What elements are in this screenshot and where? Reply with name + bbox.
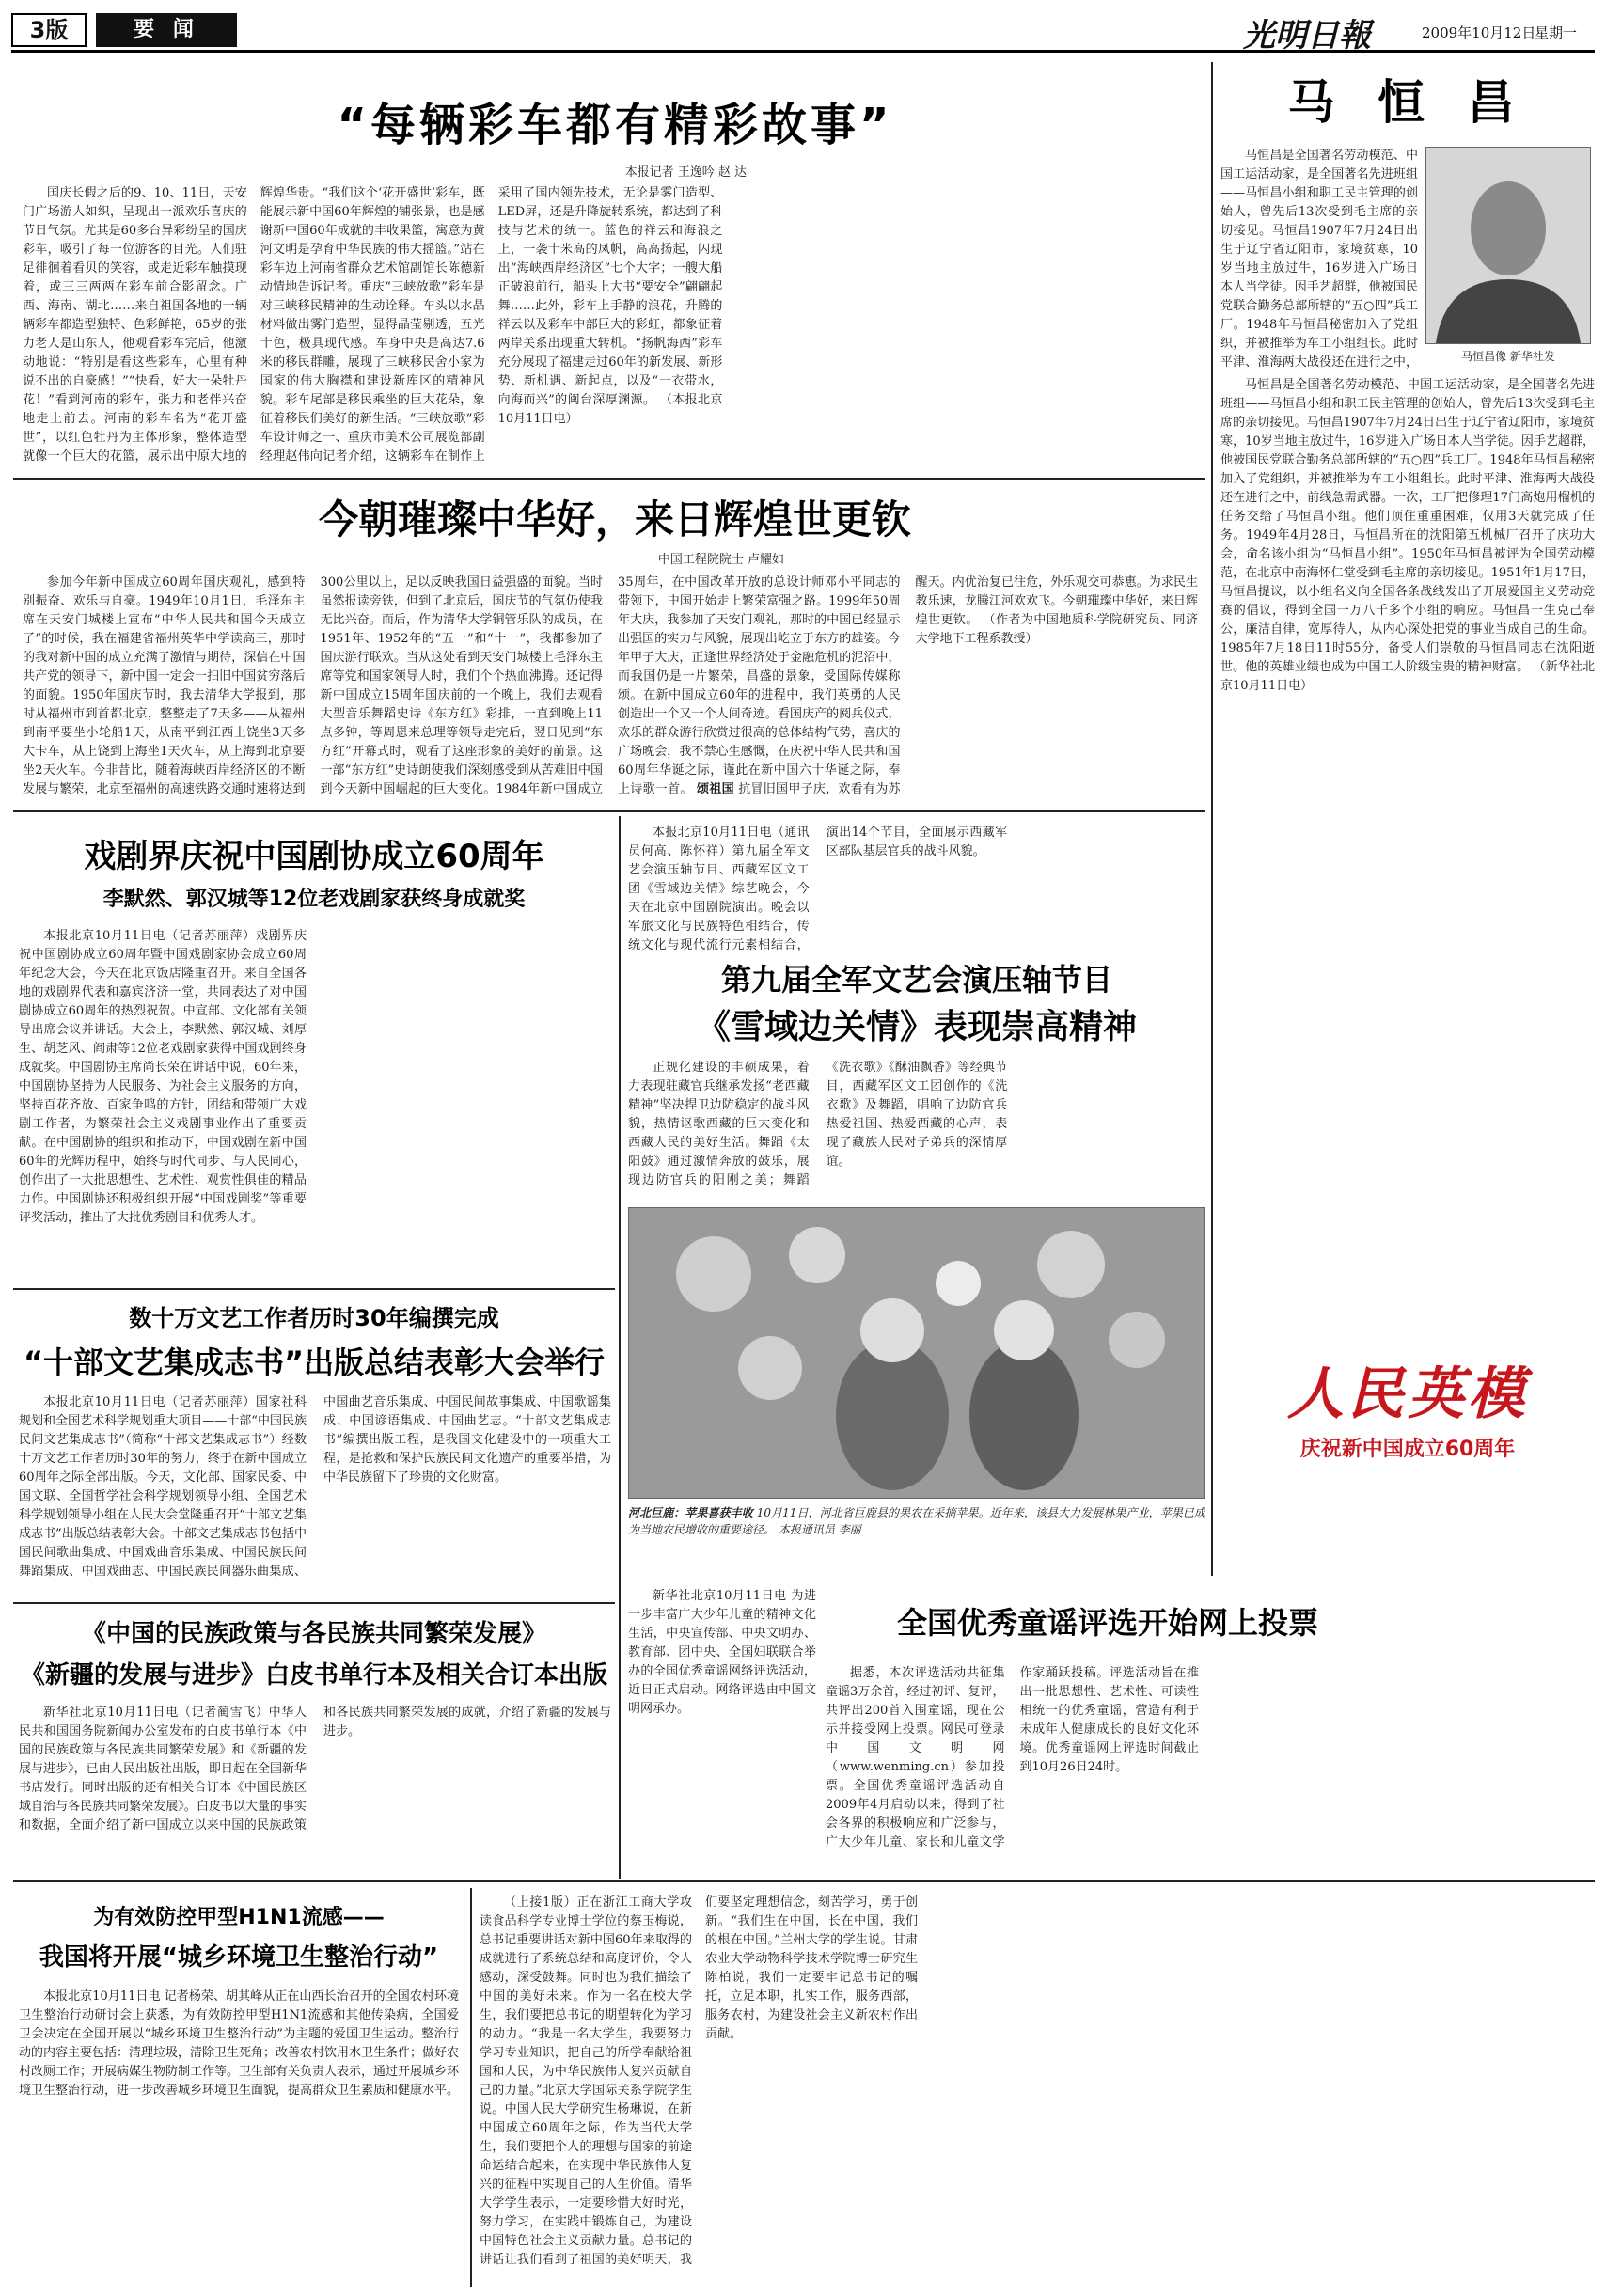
article-h1n1-headline: 我国将开展“城乡环境卫生整治行动” [39,1943,439,1972]
article-drama-body: 本报北京10月11日电（记者苏丽萍）戏剧界庆祝中国剧协成立60周年暨中国戏剧家协会成立60周年纪念大会，今天在北京饭店隆重召开。来自全国各地的戏剧界代表和嘉宾济济一堂，共同表达了对中国剧协成立60周年的热烈祝贺。中宣部、文化部有关领导出席会议并讲话。大会上，李默然、郭汉城、刘厚生、胡芝风、阎肃等12位老戏剧家获得中国戏剧终身成就奖。中国剧协主席尚长荣在讲话中说，60年来，中国剧协坚持为人民服务、为社会主义服务的方向，坚持百花齐放、百家争鸣的方针，团结和带领广大戏剧工作者，为繁荣社会主义戏剧事业作出了重要贡献。在中国剧协的组织和推动下，中国戏剧在新中国60年的光辉历程中，始终与时代同步、与人民同心，创作出了一大批思想性、艺术性、观赏性俱佳的精品力作。中国剧协还积极组织开展“中国戏剧奖”等重要评奖活动，推出了大批优秀剧目和优秀人才。 [19,929,307,1225]
article-arts-body: 本报北京10月11日电（记者苏丽萍）国家社科规划和全国艺术科学规划重大项目——十部“中国民族民间文艺集成志书”（简称“十部文艺集成志书”）经数十万文艺工作者历时30年的努力，终于在新中国成立60周年之际全部出版。今天，文化部、国家民委、中国文联、全国哲学社会科学规划领导小组、全国艺术科学规划领导小组在人民大会堂隆重召开“十部文艺集成志书”出版总结表彰大会。十部文艺集成志书包括中国民间歌曲集成、中国戏曲音乐集成、中国民族民间舞蹈集成、中国戏曲志、中国民族民间器乐曲集成、中国曲艺音乐集成、中国民间故事集成、中国歌谣集成、中国谚语集成、中国曲艺志。“十部文艺集成志书”编撰出版工程，是我国文化建设中的一项重大工程，是抢救和保护民族民间文化遗产的重要举措，为中华民族留下了珍贵的文化财富。 [19,1395,611,1579]
weekday: 星期一 [1535,24,1578,41]
masthead [11,8,1595,53]
article-drama-subheadline: 李默然、郭汉城等12位老戏剧家获终身成就奖 [102,888,526,911]
article-h1n1-headline-small: 为有效防控甲型H1N1流感—— [93,1906,385,1929]
paper-logo: 光明日報 [1243,17,1371,55]
heroes-banner [1220,1360,1595,1472]
apple-harvest-illustration [629,1208,1204,1498]
article-drama-headline: 戏剧界庆祝中国剧协成立60周年 [84,838,544,875]
article-whitepaper-headline-1: 《中国的民族政策与各民族共同繁荣发展》 [81,1620,546,1648]
article-arts-headline: “十部文艺集成志书”出版总结表彰大会举行 [23,1345,606,1380]
heroes-banner-subtitle: 庆祝新中国成立60周年 [1299,1438,1516,1461]
issue-date: 2009年10月12日 [1422,24,1536,41]
article-h1n1-body: 本报北京10月11日电 记者杨荣、胡其峰从正在山西长治召开的全国农村环境卫生整治行动研讨会上获悉，为有效防控甲型H1N1流感和其他传染病，全国爱卫会决定在全国开展以“城乡环境卫生整治行动”为主题的爱国卫生运动。整治行动的内容主要包括：清理垃圾，清除卫生死角；改善农村饮用水卫生条件；做好农村改厕工作；开展病媒生物防制工作等。卫生部有关负责人表示，通过开展城乡环境卫生整治行动，进一步改善城乡环境卫生面貌，提高群众卫生素质和健康水平。 [19,1989,459,2098]
article-cars-byline: 本报记者 王逸吟 赵 达 [624,165,747,180]
hero-body-text: 马恒昌是全国著名劳动模范、中国工运活动家，是全国著名先进班组——马恒昌小组和职工民主管理的创始人，曾先后13次受到毛主席的亲切接见。马恒昌1907年7月24日出生于辽宁省辽阳市，家境贫寒，10岁当地主放过牛，16岁进入广场日本人当学徒。因手艺超群，他被国民党联合勤务总部所辖的“五○四”兵工厂。1948年马恒昌秘密加入了党组织，并被推举为车工小组组长。此时平津、淮海两大战役还在进行之中， [1220,149,1418,370]
hero-profile [1220,62,1595,1350]
article-cars-body [23,184,1198,466]
article-whitepaper-headline-2: 《新疆的发展与进步》白皮书单行本及相关合订本出版 [20,1661,607,1690]
article-future-poem-title: 颂祖国 [697,782,734,796]
article-future-poem: 抗冒旧国甲子庆，欢看有为苏醒天。内优治复已往危，外乐观交可恭惠。为求民生教乐速，龙腾江河欢欢飞。今朝璀璨中华好，来日辉煌世更钦。 [738,575,1198,796]
article-songs-headline: 全国优秀童谣评选开始网上投票 [896,1605,1318,1641]
article-arts-headline-small: 数十万文艺工作者历时30年编撰完成 [129,1305,499,1331]
hero-body-top [1220,147,1418,372]
page-number: 3版 [11,13,87,47]
article-songs-body: 据悉，本次评选活动共征集童谣3万余首，经过初评、复评，共评出200首入围童谣，现在公示并接受网上投票。网民可登录中国文明网（www.wenming.cn）参加投票。全国优秀童谣评选活动自2009年4月启动以来，得到了社会各界的积极响应和广泛参与，广大少年儿童、家长和儿童文学作家踊跃投稿。评选活动旨在推出一批思想性、艺术性、可读性相统一的优秀童谣，营造有利于未成年人健康成长的良好文化环境。优秀童谣网上评选时间截止到10月26日24时。 [826,1666,1199,1849]
apple-photo-caption-title: 河北巨鹿：苹果喜获丰收 [628,1506,753,1519]
article-drama [13,816,615,1286]
apple-photo-caption-text: 10月11日，河北省巨鹿县的果农在采摘苹果。近年来，该县大力发展林果产业，苹果已成为当地农民增收的重要途径。 [628,1506,1205,1536]
hero-body-text-cont: 马恒昌是全国著名劳动模范、中国工运活动家，是全国著名先进班组——马恒昌小组和职工民主管理的创始人，曾先后13次受到毛主席的亲切接见。马恒昌1907年7月24日出生于辽宁省辽阳市，家境贫寒，10岁当地主放过牛，16岁进入广场日本人当学徒。因手艺超群，他被国民党联合勤务总部所辖的“五○四”兵工厂。1948年马恒昌秘密加入了党组织，并被推举为车工小组组长。此时平津、淮海两大战役还在进行之中，前线急需武器。一次，工厂把修理17门高炮用榴机的任务交给了马恒昌小组。他们顶住重重困难，仅用3天就完成了任务。1949年4月28日，马恒昌所在的沈阳第五机械厂召开了庆功大会，命名该小组为“马恒昌小组”。1950年马恒昌被评为全国劳动模范，在北京中南海怀仁堂受到毛主席的亲切接见。1951年1月17日，马恒昌提议，以小组名义向全国各条战线发出了开展爱国主义劳动竞赛的倡议，得到全国一万八千多个小组的响应。马恒昌一生克己奉公，廉洁自律，宽厚待人，从内心深处把党的事业当成自己的生命。1985年7月18日11时55分，备受人们崇敬的马恒昌同志在沈阳逝世。他的英雄业绩也成为中国工人阶级宝贵的精神财富。 [1220,378,1595,674]
article-future-note: （作者为中国地质科学院研究员、同济大学地下工程系教授） [915,613,1198,646]
article-cars-text: 国庆长假之后的9、10、11日，天安门广场游人如织，呈现出一派欢乐喜庆的节日气氛。尤其是60多台异彩纷呈的国庆彩车，吸引了每一位游客的目光。人们驻足徘徊着看贝的笑容，或走近彩车触摸现着，或三三两两在彩车前合影留念。广西、海南、湖北……来自祖国各地的一辆辆彩车都造型独特、色彩鲜艳，65岁的张力老人是山东人，他观看彩车完后，他激动地说：“特别是看这些彩车，心里有种说不出的自豪感！”“快看，好大一朵牡丹花！”看到河南的彩车，张力和老伴兴奋地走上前去。河南的彩车名为“花开盛世”，以红色牡丹为主体形象，整体造型就像一个巨大的花篮，展示出中原大地的辉煌华贵。“我们这个‘花开盛世’彩车，既能展示新中国60年辉煌的铺张景，也是感谢新中国60年成就的丰收果篮，寓意为黄河文明是孕育中华民族的伟大摇篮。”站在彩车边上河南省群众艺术馆副馆长陈德新动情地告诉记者。重庆“三峡放歌”彩车是对三峡移民精神的生动诠释。车头以水晶材料做出雾门造型，显得晶莹剔透，五光十色，极具现代感。车身中央是高达7.6米的移民群雕，展现了三峡移民舍小家为国家的伟大胸襟和建设新库区的精神风貌。彩车尾部是移民乘坐的巨大花朵，象征着移民们美好的新生活。“三峡放歌”彩车设计师之一、重庆市美术公司展览部副经理赵伟向记者介绍，这辆彩车在制作上采用了国内领先技术，无论是雾门造型、LED屏，还是升降旋转系统，都达到了科技与艺术的统一。蓝色的祥云和海浪之上，一袭十米高的凤帆，高高扬起，闪现出“海峡西岸经济区”七个大字；一艘大船正破浪前行，船头上大书“要安全”翩翩起舞……此外，彩车上手静的浪花，升腾的祥云以及彩车中部巨大的彩虹，都象征着两岸关系出现重大转机。“扬帆海西”彩车充分展现了福建走过60年的新发展、新形势、新机遇、新起点，以及“一衣带水，向海而兴”的闽台深厚渊源。 [23,186,723,464]
section-label: 要 闻 [96,13,237,47]
article-future-byline: 中国工程院院士 卢耀如 [657,553,784,567]
article-army-headline-2: 《雪域边关情》表现崇高精神 [696,1008,1137,1046]
article-army-headline-1: 第九届全军文艺会演压轴节目 [720,962,1112,998]
article-army [628,816,1205,1202]
article-cars-headline: “每辆彩车都有精彩故事” [337,99,893,151]
hero-name: 马 恒 昌 [1287,75,1528,130]
hero-photo-caption: 马恒昌像 新华社发 [1461,350,1555,363]
hero-body-bottom [1220,376,1595,1345]
hero-portrait [1425,147,1591,344]
article-songs [628,1580,1595,1877]
hero-portrait-illustration [1426,148,1590,343]
apple-photo-credit: 本报通讯员 李丽 [778,1523,861,1536]
article-arts [13,1294,615,1598]
article-future [13,483,1205,807]
article-future-text: 参加今年新中国成立60周年国庆观礼，感到特别振奋、欢乐与自豪。1949年10月1日，毛泽东主席在天安门城楼上宣布“中华人民共和国今天成立了”的时候，我在福建省福州英华中学读高三，那时的我对新中国的成立充满了激情与期待，深信在中国共产党的领导下，新中国一定会一扫旧中国贫穷落后的面貌。1950年国庆节时，我去清华大学报到，那时从福州市到首都北京，整整走了7天多——从福州到南平要坐小轮船1天，从南平到江西上饶坐3天多大卡车，从上饶到上海坐1天火车，从上海到北京要坐2天火车。今非昔比，随着海峡西岸经济区的不断发展与繁荣，北京至福州的高速铁路交通时速将达到300公里以上，足以反映我国日益强盛的面貌。当时虽然报读旁铁，但到了北京后，国庆节的气氛仍使我无比兴奋。而后，作为清华大学铜管乐队的成员，在1951年、1952年的“五一”和“十一”，我都参加了国庆游行联欢。当从这处看到天安门城楼上毛泽东主席等党和国家领导人时，我们个个热血沸腾。还记得新中国成立15周年国庆前的一个晚上，我们去观看大型音乐舞蹈史诗《东方红》彩排，一直到晚上11点多钟，等周恩来总理等领导走完后，翌日见到“东方红”开幕式时，观看了这座形象的美好的前景。这一部“东方红”史诗朗使我们深刻感受到从苦难旧中国到今天新中国崛起的巨大变化。1984年新中国成立35周年，在中国改革开放的总设计师邓小平同志的带领下，中国开始走上繁荣富强之路。1999年50周年大庆，我参加了天安门观礼，那时的中国已经显示出强国的实力与风貌，展现出屹立于东方的雄姿。今年甲子大庆，正逢世界经济处于金融危机的泥沼中，而我国仍是一片繁荣，昌盛的景象，受国际传媒称颂。在新中国成立60年的进程中，我们英勇的人民创造出一个又一个人间奇迹。看国庆产的阅兵仪式，欢乐的群众游行欣赏过很高的总体结构气势，喜庆的广场晚会，我不禁心生感慨，在庆祝中华人民共和国60周年华诞之际，谨此在新中国六十华诞之际，奉上诗歌一首。 [23,575,901,796]
hero-dateline: （新华社北京10月11日电） [1220,660,1595,693]
article-whitepaper-body: 新华社北京10月11日电（记者蔺雪飞）中华人民共和国国务院新闻办公室发布的白皮书单行本《中国的民族政策与各民族共同繁荣发展》和《新疆的发展与进步》，已由人民出版社出版，即日起在全国新华书店发行。同时出版的还有相关合订本《中国民族区域自治与各民族共同繁荣发展》。白皮书以大量的事实和数据，全面介绍了新中国成立以来中国的民族政策和各民族共同繁荣发展的成就，介绍了新疆的发展与进步。 [19,1706,611,1832]
apple-photo-caption [628,1504,1205,1572]
heroes-banner-title: 人民英模 [1287,1361,1528,1427]
article-cars [13,62,1205,476]
article-future-body [23,574,1198,799]
article-army-body: 正规化建设的丰硕成果，着力表现驻藏官兵继承发扬“老西藏精神”坚决捍卫边防稳定的战斗风貌，热情讴歌西藏的巨大变化和西藏人民的美好生活。舞蹈《太阳鼓》通过激情奔放的鼓乐，展现边防官兵的阳刚之美；舞蹈《洗衣歌》《酥油飘香》等经典节目，西藏军区文工团创作的《洗衣歌》及舞蹈，唱响了边防官兵热爱祖国、热爱西藏的心声，表现了藏族人民对子弟兵的深情厚谊。 [628,1061,1008,1187]
article-whitepaper [13,1608,615,1877]
article-h1n1 [13,1888,464,2287]
apple-harvest-photo [628,1207,1205,1499]
article-songs-lead: 新华社北京10月11日电 为进一步丰富广大少年儿童的精神文化生活，中央宣传部、中央文明办、教育部、团中央、全国妇联联合举办的全国优秀童谣网络评选活动，近日正式启动。网络评选由中国文明网承办。 [628,1589,816,1716]
article-cars-dateline: （本报北京10月11日电） [497,393,723,426]
article-army-lead: 本报北京10月11日电（通讯员何高、陈怀祥）第九届全军文艺会演压轴节目、西藏军区文工团《雪域边关情》综艺晚会，今天在北京中国剧院演出。晚会以军旅文化与民族特色相结合，传统文化与现代流行元素相结合，演出14个节目，全面展示西藏军区部队基层官兵的战斗风貌。 [628,826,1008,952]
article-lecture-continued: （上接1版）正在浙江工商大学攻读食品科学专业博士学位的蔡玉梅说，总书记重要讲话对新中国60年来取得的成就进行了系统总结和高度评价，令人感动，深受鼓舞。同时也为我们描绘了中国的美好未来。作为一名在校大学生，我们要把总书记的期望转化为学习的动力。“我是一名大学生，我要努力学习专业知识，把自己的所学奉献给祖国和人民，为中华民族伟大复兴贡献自己的力量。”北京大学国际关系学院学生说。中国人民大学研究生杨琳说，在新中国成立60周年之际，作为当代大学生，我们要把个人的理想与国家的前途命运结合起来，在实现中华民族伟大复兴的征程中实现自己的人生价值。清华大学学生表示，一定要珍惜大好时光，努力学习，在实践中锻炼自己，为建设中国特色社会主义贡献力量。总书记的讲话让我们看到了祖国的美好明天，我们要坚定理想信念，刻苦学习，勇于创新。“我们生在中国，长在中国，我们的根在中国。”兰州大学的学生说。甘肃农业大学动物科学技术学院博士研究生陈柏说，我们一定要牢记总书记的嘱托，立足本职，扎实工作，服务西部，服务农村，为建设社会主义新农村作出贡献。 [480,1895,918,2267]
article-future-headline: 今朝璀璨中华好，来日辉煌世更钦 [318,496,911,543]
